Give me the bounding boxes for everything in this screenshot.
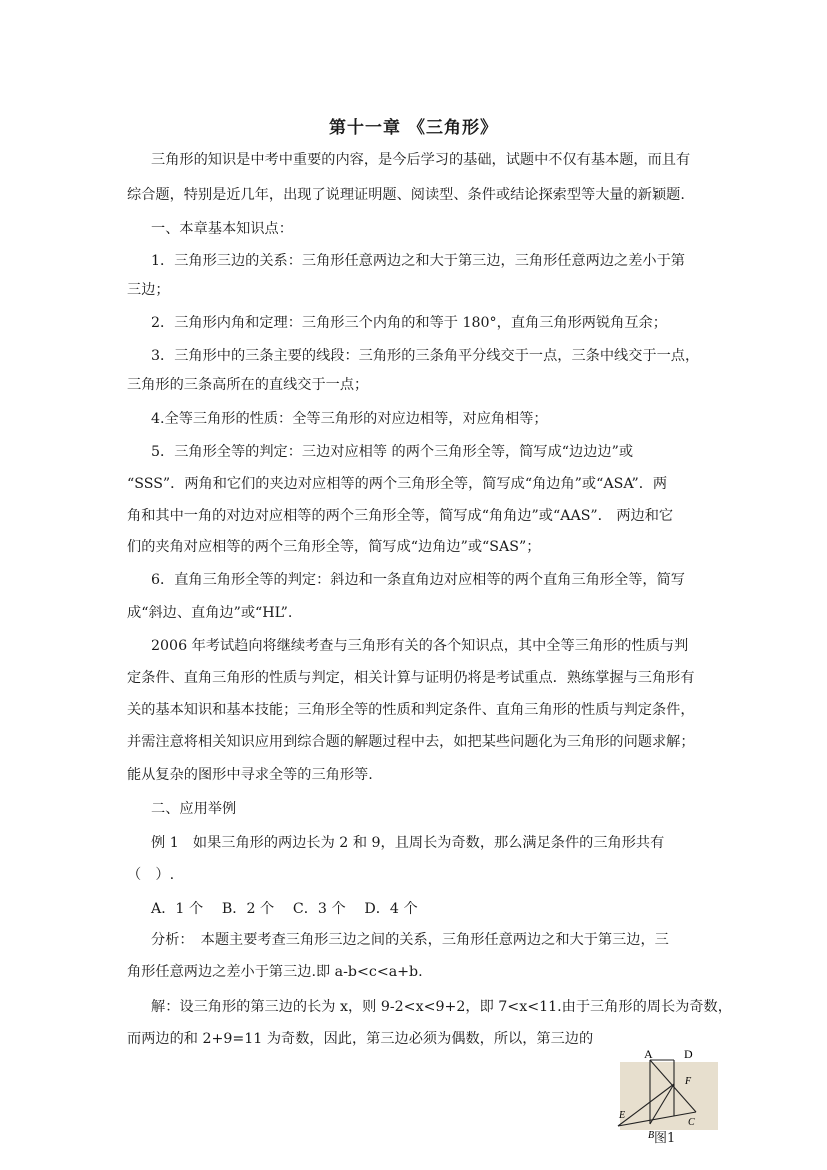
- text-line: 例 1 如果三角形的两边长为 2 和 9，且周长为奇数，那么满足条件的三角形共有: [151, 835, 665, 851]
- point-label-a: A: [644, 1047, 653, 1061]
- text-line: 1．三角形三边的关系：三角形任意两边之和大于第三边，三角形任意两边之差小于第: [151, 253, 685, 269]
- text-line: 解：设三角形的第三边的长为 x，则 9-2<x<9+2，即 7<x<11.由于三角形的周长为奇数，: [151, 999, 732, 1015]
- text-line: （ ）.: [127, 867, 175, 883]
- text-line: 角形任意两边之差小于第三边.即 a-b<c<a+b.: [127, 964, 423, 980]
- point-label-b: B: [648, 1130, 655, 1141]
- point-label-e: E: [619, 1110, 626, 1121]
- text-line: 分析： 本题主要考查三角形三边之间的关系，三角形任意两边之和大于第三边，三: [151, 932, 669, 948]
- text-line: 三角形的知识是中考中重要的内容，是今后学习的基础，试题中不仅有基本题，而且有: [151, 152, 691, 168]
- text-line: 2006 年考试趋向将继续考查与三角形有关的各个知识点，其中全等三角形的性质与判: [151, 638, 689, 654]
- figure-background: [620, 1062, 718, 1130]
- text-line: “SSS”．两角和它们的夹边对应相等的两个三角形全等，简写成“角边角”或“ASA”．两: [127, 476, 668, 492]
- text-line: 成“斜边、直角边”或“HL”.: [127, 605, 293, 621]
- text-line: 并需注意将相关知识应用到综合题的解题过程中去，如把某些问题化为三角形的问题求解；: [127, 734, 695, 750]
- answer-options: A．1 个 B．2 个 C．3 个 D．4 个: [151, 901, 418, 917]
- section-heading: 一、本章基本知识点：: [151, 221, 293, 237]
- text-line: 三角形的三条高所在的直线交于一点；: [127, 377, 369, 393]
- text-line: 2．三角形内角和定理：三角形三个内角的和等于 180°，直角三角形两锐角互余；: [151, 315, 667, 331]
- text-line: 3．三角形中的三条主要的线段：三角形的三条角平分线交于一点，三条中线交于一点，: [151, 348, 700, 364]
- text-line: 能从复杂的图形中寻求全等的三角形等.: [127, 767, 373, 783]
- page-title: 第十一章 《三角形》: [329, 118, 498, 138]
- text-line: 定条件、直角三角形的性质与判定，相关计算与证明仍将是考试重点．熟练掌握与三角形有: [127, 670, 695, 686]
- figure-caption: 图1: [654, 1131, 676, 1146]
- point-label-c: C: [688, 1117, 695, 1128]
- text-line: 三边；: [127, 282, 170, 298]
- text-line: 角和其中一角的对边对应相等的两个三角形全等，简写成“角角边”或“AAS”． 两边和它: [127, 508, 674, 524]
- point-label-f: F: [685, 1076, 692, 1087]
- text-line: 综合题，特别是近几年，出现了说理证明题、阅读型、条件或结论探索型等大量的新颖题.: [127, 187, 685, 203]
- point-label-d: D: [684, 1047, 693, 1061]
- text-line: 6．直角三角形全等的判定：斜边和一条直角边对应相等的两个直角三角形全等，简写: [151, 572, 685, 588]
- text-line: 们的夹角对应相等的两个三角形全等，简写成“边角边”或“SAS”；: [127, 539, 541, 555]
- text-line: 5．三角形全等的判定：三边对应相等 的两个三角形全等，简写成“边边边”或: [151, 444, 634, 460]
- section-heading: 二、应用举例: [151, 801, 237, 817]
- text-line: 4.全等三角形的性质：全等三角形的对应边相等，对应角相等；: [151, 411, 548, 427]
- text-line: 关的基本知识和基本技能；三角形全等的性质和判定条件、直角三角形的性质与判定条件，: [127, 702, 695, 718]
- text-line: 而两边的和 2+9=11 为奇数，因此，第三边必须为偶数，所以，第三边的: [127, 1031, 594, 1047]
